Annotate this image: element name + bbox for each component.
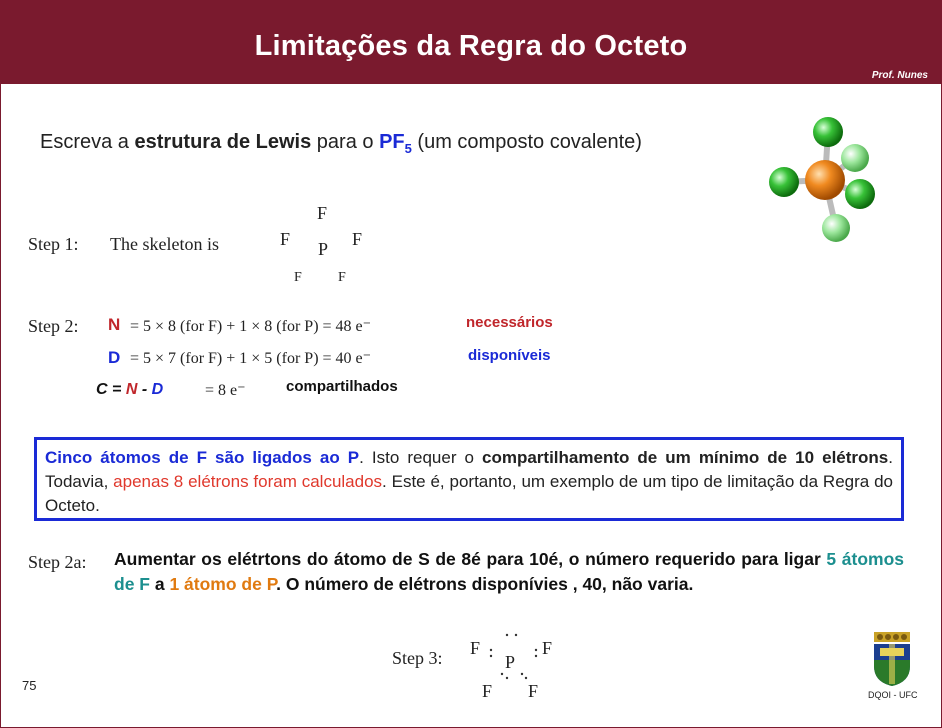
f-atom-back	[841, 144, 869, 172]
n-note: necessários	[466, 314, 553, 331]
department-label: DQOI - UFC	[868, 690, 918, 700]
f-atom-bottom	[822, 214, 850, 242]
lewis-f-bottom-left: F	[482, 681, 493, 701]
skeleton-f-right: F	[352, 229, 363, 249]
intro-text	[40, 128, 730, 163]
n-expression: = 5 × 8 (for F) + 1 × 8 (for P) = 48 e⁻	[130, 318, 372, 335]
skeleton-p: P	[318, 239, 329, 259]
lewis-f-bottom-right: F	[528, 681, 539, 701]
header-bar	[0, 0, 942, 84]
p-count: 1 átomo de P	[169, 574, 277, 594]
c-note: compartilhados	[286, 378, 398, 395]
intro-part: (um composto covalente)	[417, 131, 642, 153]
p-atom	[805, 160, 845, 200]
f-count: 5 átomos de F	[114, 549, 904, 594]
f-atom-left	[769, 167, 799, 197]
ufc-crest-logo	[872, 630, 912, 688]
intro-part: Escreva a	[40, 131, 129, 153]
c-expression: = 8 e⁻	[205, 382, 246, 399]
d-symbol: D	[108, 348, 121, 367]
lewis-f-top-right: F	[542, 638, 553, 658]
skeleton-f-bottom-right: F	[338, 270, 346, 285]
step2-label: Step 2:	[28, 316, 79, 336]
intro-bold: estrutura de Lewis	[134, 131, 312, 153]
n-symbol: N	[108, 315, 121, 334]
box-bold: compartilhamento de um mínimo de 10 elétrons	[482, 448, 889, 467]
step2a-text: Aumentar os elétrtons do átomo de S de 8é para 10é, o número requerido para ligar 5 átomos de F a 1 átomo de P. O número de elétrons disponívies , 40, não varia.	[114, 549, 904, 594]
lewis-electron-dots	[480, 632, 553, 692]
slide-title: Limitações da Regra do Octeto	[254, 30, 688, 62]
intro-part: para o	[316, 131, 374, 153]
page-number: 75	[22, 678, 37, 693]
step1-text: The skeleton is	[110, 234, 219, 254]
box-warning: apenas 8 elétrons foram calculados	[113, 472, 383, 491]
skeleton-f-top: F	[317, 203, 328, 223]
explanation-box: Cinco átomos de F são ligados ao P. Isto requer o compartilhamento de um mínimo de 10 elétrons. Todavia, apenas 8 elétrons foram calculados. Este é, portanto, um exemplo de um tipo de limitação da Regra do Octeto.	[34, 437, 904, 521]
step1-label: Step 1:	[28, 234, 79, 254]
f-atom-right	[845, 179, 875, 209]
step3-label: Step 3:	[392, 648, 443, 668]
box-highlight: Cinco átomos de F são ligados ao P	[45, 448, 360, 467]
author-label: Prof. Nunes	[871, 70, 928, 81]
skeleton-f-bottom-left: F	[294, 270, 302, 285]
molecule-image	[760, 112, 890, 250]
step2a-label: Step 2a:	[28, 552, 87, 572]
lewis-f-top-left: F	[470, 638, 481, 658]
formula: $PF_5$	[379, 131, 412, 156]
f-atom-top	[813, 117, 843, 147]
c-equation: C = N - D	[96, 381, 164, 398]
skeleton-f-left: F	[280, 229, 291, 249]
d-note: disponíveis	[468, 347, 551, 364]
lewis-p: P	[505, 652, 516, 672]
d-expression: = 5 × 7 (for F) + 1 × 5 (for P) = 40 e⁻	[130, 350, 372, 367]
